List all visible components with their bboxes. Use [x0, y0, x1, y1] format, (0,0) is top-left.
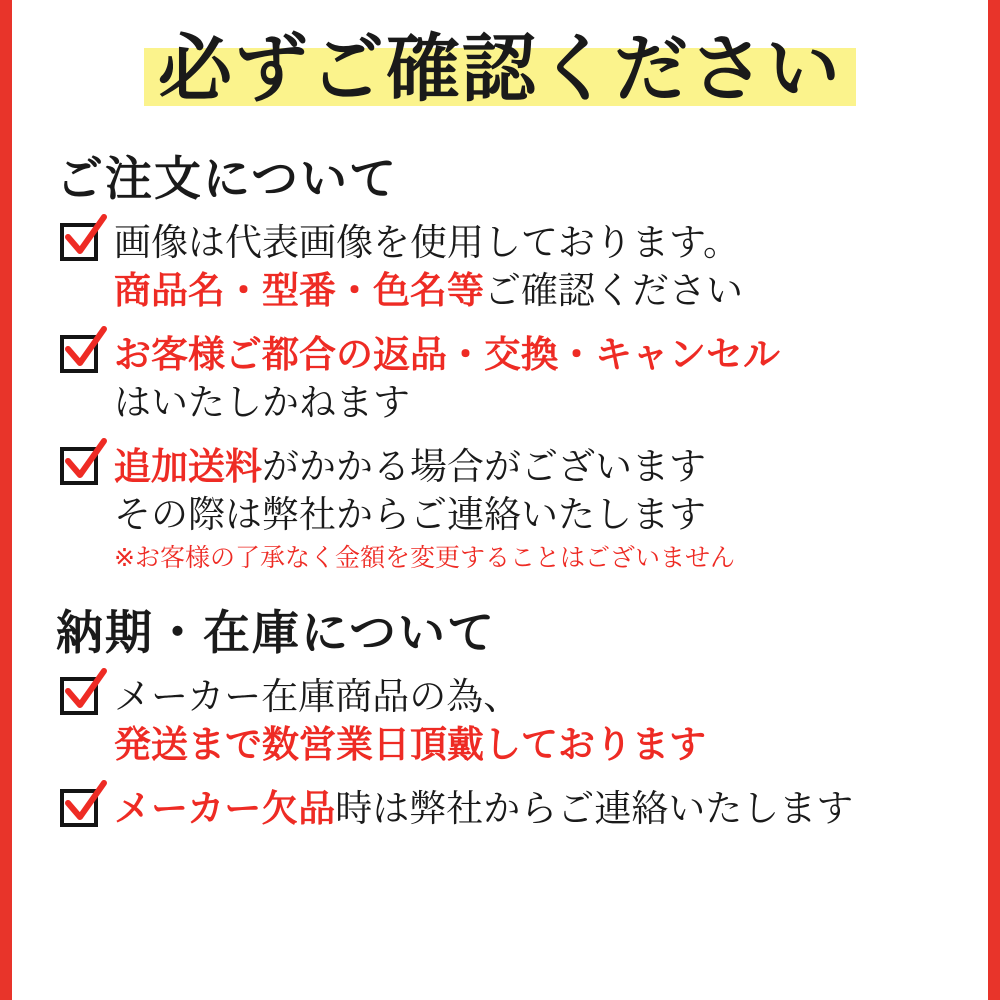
emphasis-text: メーカー欠品	[114, 788, 336, 830]
right-border-bar	[988, 0, 1000, 1000]
plain-text: ご確認ください	[484, 270, 743, 312]
checkbox-checked-icon	[60, 223, 98, 261]
list-item-line: 発送まで数営業日頂戴しております	[114, 724, 706, 766]
content-area	[12, 0, 988, 1000]
list-item	[58, 443, 960, 574]
list-item	[58, 785, 960, 833]
list-item	[58, 673, 960, 769]
section-heading-delivery: 納期・在庫について	[56, 606, 497, 660]
list-item	[58, 331, 960, 427]
checkbox-checked-icon	[60, 789, 98, 827]
section-heading-order: ご注文について	[56, 152, 399, 205]
list-item-line: メーカー在庫商品の為、	[114, 676, 521, 718]
left-border-bar	[0, 0, 12, 1000]
list-item-line	[114, 443, 960, 491]
list-item-line: 画像は代表画像を使用しております。	[114, 222, 741, 263]
checkbox-checked-icon	[60, 447, 98, 485]
plain-text: 時は弊社からご連絡いたします	[335, 788, 854, 830]
title-area	[40, 26, 960, 116]
plain-text: がかかる場合がございます	[262, 446, 706, 488]
page-title-text: 必ずご確認ください	[158, 27, 842, 110]
checkbox-checked-icon	[60, 335, 98, 373]
page-title	[144, 26, 856, 116]
checkbox-checked-icon	[60, 677, 98, 715]
list-item-line: はいたしかねます	[114, 382, 410, 424]
emphasis-text: 追加送料	[114, 446, 262, 488]
list-item-line	[114, 267, 960, 315]
list-item-line	[114, 785, 960, 833]
list-item-line: その際は弊社からご連絡いたします	[114, 494, 706, 536]
list-item-line: お客様ご都合の返品・交換・キャンセル	[114, 334, 780, 376]
list-item-note: ※お客様の了承なく金額を変更することはございません	[114, 543, 735, 572]
list-item	[58, 219, 960, 315]
emphasis-text: 商品名・型番・色名等	[114, 270, 484, 312]
